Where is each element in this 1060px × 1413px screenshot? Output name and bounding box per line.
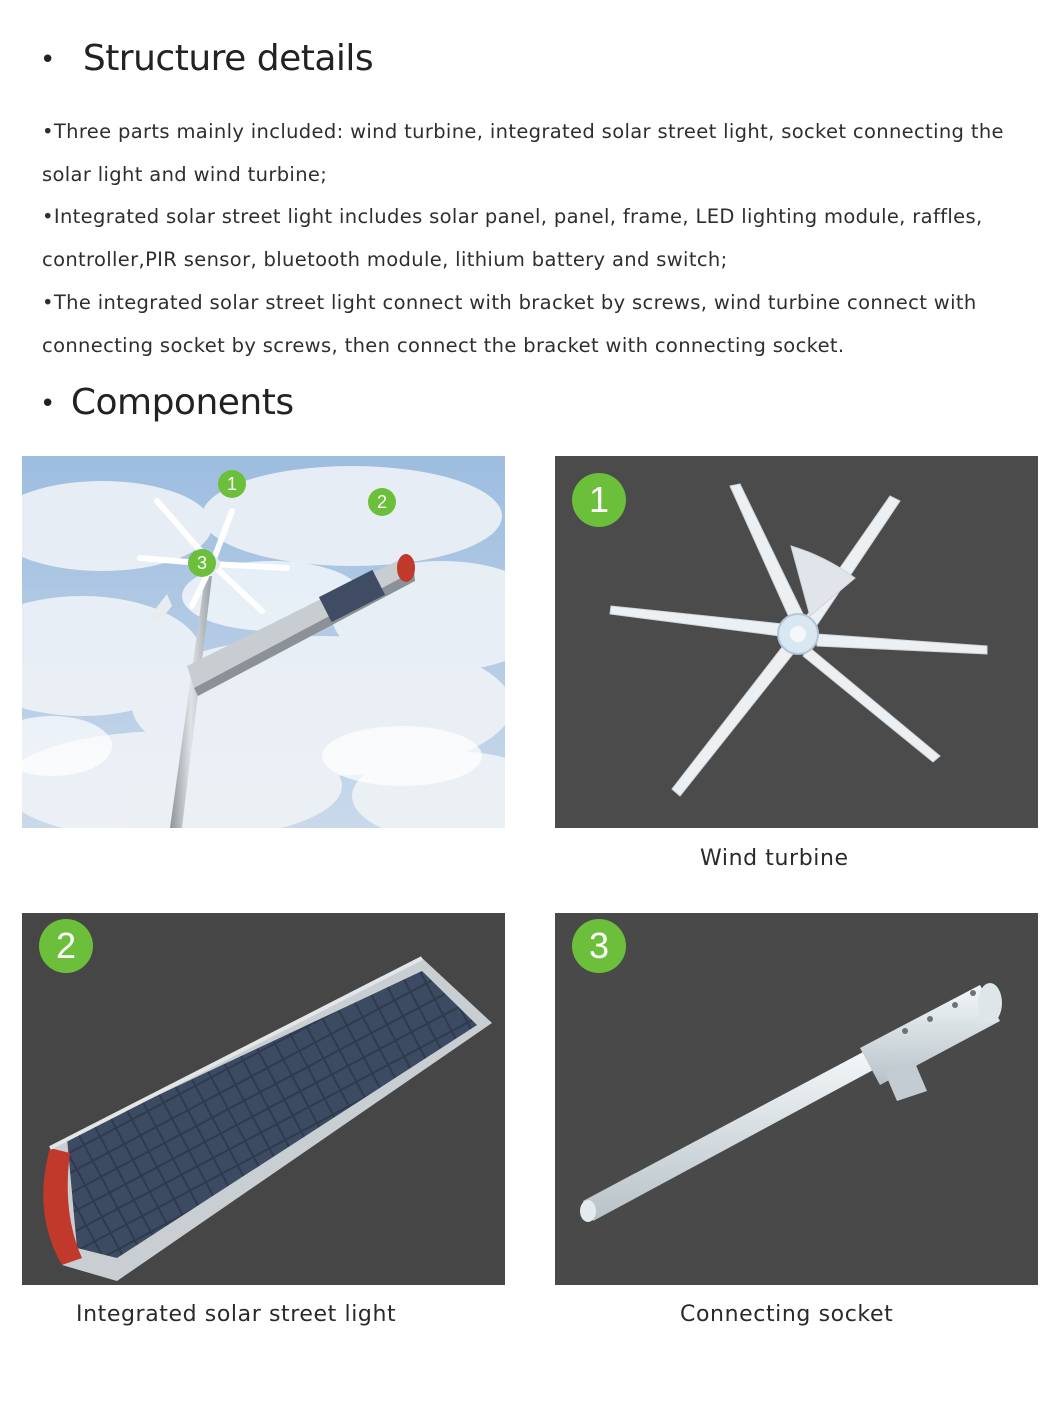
overview-marker-1: 1 <box>226 474 238 494</box>
structure-details-heading <box>40 38 373 79</box>
paragraph-assembly: •The integrated solar street light connect with bracket by screws, wind turbine connect with connecting socket by screws, then connect the bracket with connecting socket. <box>42 291 977 357</box>
overview-marker-3: 3 <box>196 553 208 573</box>
overview-marker-2: 2 <box>376 492 388 512</box>
solar-street-light-caption: Integrated solar street light <box>76 1302 397 1327</box>
connecting-socket-photo <box>555 913 1038 1285</box>
socket-badge-number: 3 <box>588 925 610 966</box>
heading-bullet: • <box>40 45 55 75</box>
connecting-socket-caption: Connecting socket <box>680 1302 894 1327</box>
components-heading <box>40 382 294 423</box>
wind-turbine-photo <box>555 456 1038 828</box>
assembled-light-photo <box>22 456 505 828</box>
paragraph-three-parts: •Three parts mainly included: wind turbine, integrated solar street light, socket connecting the solar light and wind turbine; <box>42 120 1004 186</box>
heading-bullet: • <box>40 389 55 419</box>
structure-details-title: Structure details <box>82 38 374 79</box>
components-title: Components <box>70 382 294 423</box>
panel-badge-number: 2 <box>55 925 77 966</box>
solar-street-light-photo <box>22 913 505 1285</box>
wind-turbine-caption: Wind turbine <box>700 846 849 871</box>
paragraph-solar-light-parts: •Integrated solar street light includes solar panel, panel, frame, LED lighting module, raffles, controller,PIR sensor, bluetooth module, lithium battery and switch; <box>42 205 983 271</box>
turbine-badge-number: 1 <box>588 479 610 520</box>
